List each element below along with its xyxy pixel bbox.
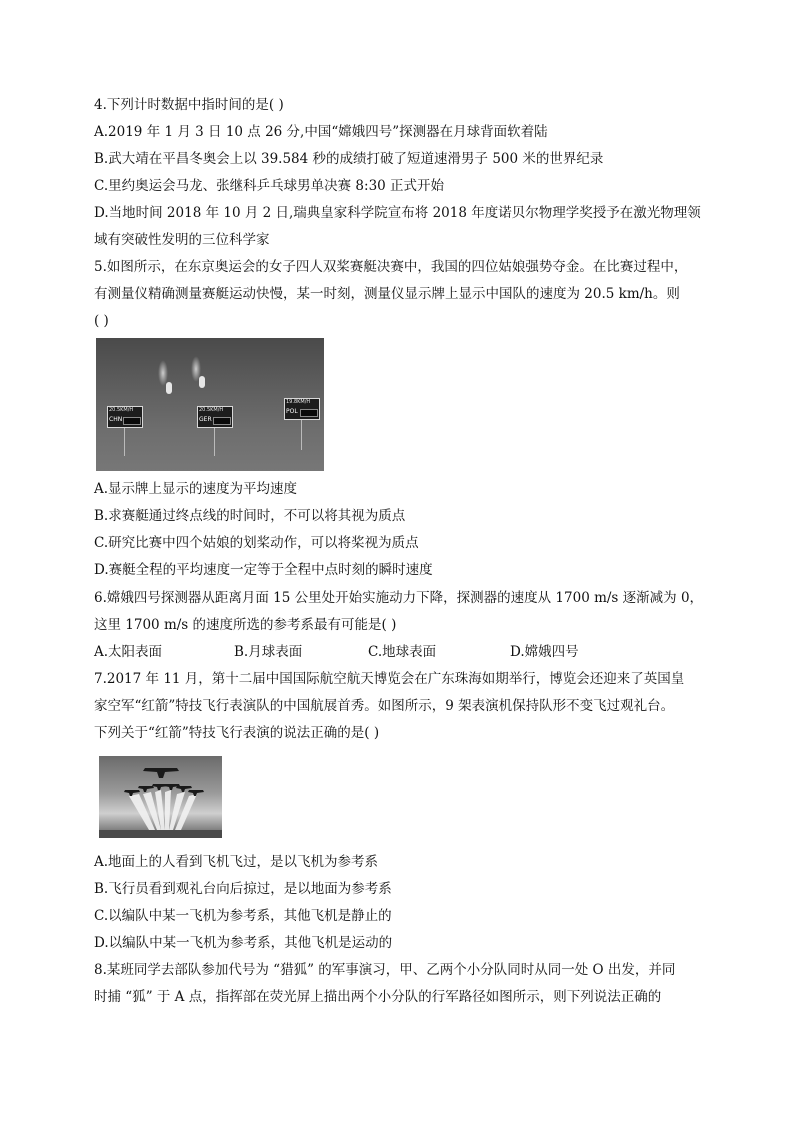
board-bar xyxy=(213,417,231,425)
smoke-trail xyxy=(165,790,171,830)
q5-option-d: D.赛艇全程的平均速度一定等于全程中点时刻的瞬时速度 xyxy=(94,562,433,578)
board-country: CHN xyxy=(109,416,123,423)
q6-option-a: A.太阳表面 xyxy=(94,644,163,660)
board-bar xyxy=(300,409,318,417)
q4-stem: 4.下列计时数据中指时间的是( ) xyxy=(94,97,284,113)
q6-stem-1: 6.嫦娥四号探测器从距离月面 15 公里处开始实施动力下降，探测器的速度从 1700 m/s 逐渐减为 0， xyxy=(94,590,704,606)
board-country: GER xyxy=(199,416,212,423)
board-bar xyxy=(123,417,141,425)
q7-stem-2: 家空军“红箭”特技飞行表演队的中国航展首秀。如图所示，9 架表演机保持队形不变飞过观礼台。 xyxy=(94,698,675,714)
q5-option-c: C.研究比赛中四个姑娘的划桨动作，可以将桨视为质点 xyxy=(94,535,419,551)
q7-option-d: D.以编队中某一飞机为参考系，其他飞机是运动的 xyxy=(94,935,393,951)
boat xyxy=(199,376,205,388)
board-pole xyxy=(124,426,125,456)
q5-stem-2: 有测量仪精确测量赛艇运动快慢，某一时刻，测量仪显示牌上显示中国队的速度为 20.5 km/h。则 xyxy=(94,286,680,302)
q4-option-b: B.武大靖在平昌冬奥会上以 39.584 秒的成绩打破了短道速滑男子 500 米的世界纪录 xyxy=(94,151,604,167)
q7-option-b: B.飞行员看到观礼台向后掠过，是以地面为参考系 xyxy=(94,881,392,897)
jet-icon xyxy=(188,790,204,796)
board-country: POL xyxy=(286,408,298,415)
q5-stem-3: ( ) xyxy=(94,313,109,329)
q4-option-a: A.2019 年 1 月 3 日 10 点 26 分,中国“嫦娥四号”探测器在月球背面软着陆 xyxy=(94,124,548,140)
q5-option-a: A.显示牌上显示的速度为平均速度 xyxy=(94,481,298,497)
lead-jet-icon xyxy=(143,768,179,778)
q6-option-b: B.月球表面 xyxy=(234,644,303,660)
jet-icon xyxy=(138,786,154,792)
q4-option-c: C.里约奥运会马龙、张继科乒乓球男单决赛 8:30 正式开始 xyxy=(94,178,445,194)
boat xyxy=(166,382,172,394)
board-pole xyxy=(301,418,302,450)
speed-board-ger xyxy=(197,406,233,428)
q5-option-b: B.求赛艇通过终点线的时间时，不可以将其视为质点 xyxy=(94,508,406,524)
ground xyxy=(99,830,222,838)
q7-stem-1: 7.2017 年 11 月，第十二届中国国际航空航天博览会在广东珠海如期举行，博览会还迎来了英国皇 xyxy=(94,671,685,687)
board-speed: 20.5KM/H xyxy=(109,407,134,413)
board-pole xyxy=(214,426,215,456)
board-speed: 20.5KM/H xyxy=(199,407,224,413)
speed-board-pol xyxy=(284,398,320,420)
q4-option-d-cont: 域有突破性发明的三位科学家 xyxy=(94,232,270,248)
jets-svg xyxy=(99,756,222,838)
board-speed: 19.8KM/H xyxy=(286,399,311,405)
q7-option-a: A.地面上的人看到飞机飞过，是以飞机为参考系 xyxy=(94,854,379,870)
q4-option-d: D.当地时间 2018 年 10 月 2 日,瑞典皇家科学院宣布将 2018 年度诺贝尔物理学奖授予在激光物理领 xyxy=(94,205,701,221)
q6-stem-2: 这里 1700 m/s 的速度所选的参考系最有可能是( ) xyxy=(94,617,397,633)
q6-option-c: C.地球表面 xyxy=(368,644,437,660)
q6-option-d: D.嫦娥四号 xyxy=(510,644,579,660)
rowing-race-photo xyxy=(96,338,324,471)
q7-stem-3: 下列关于“红箭”特技飞行表演的说法正确的是( ) xyxy=(94,725,380,741)
q8-stem-2: 时捕 “狐” 于 A 点，指挥部在荧光屏上描出两个小分队的行军路径如图所示，则下列说法正确的 xyxy=(94,989,662,1005)
q8-stem-1: 8.某班同学去部队参加代号为 “猎狐” 的军事演习，甲、乙两个小分队同时从同一处 O 出发，并同 xyxy=(94,962,676,978)
q5-stem-1: 5.如图所示，在东京奥运会的女子四人双桨赛艇决赛中，我国的四位姑娘强势夺金。在比赛过程中， xyxy=(94,259,688,275)
red-arrows-formation-photo xyxy=(99,756,222,838)
q7-option-c: C.以编队中某一飞机为参考系，其他飞机是静止的 xyxy=(94,908,392,924)
speed-board-chn xyxy=(107,406,143,428)
